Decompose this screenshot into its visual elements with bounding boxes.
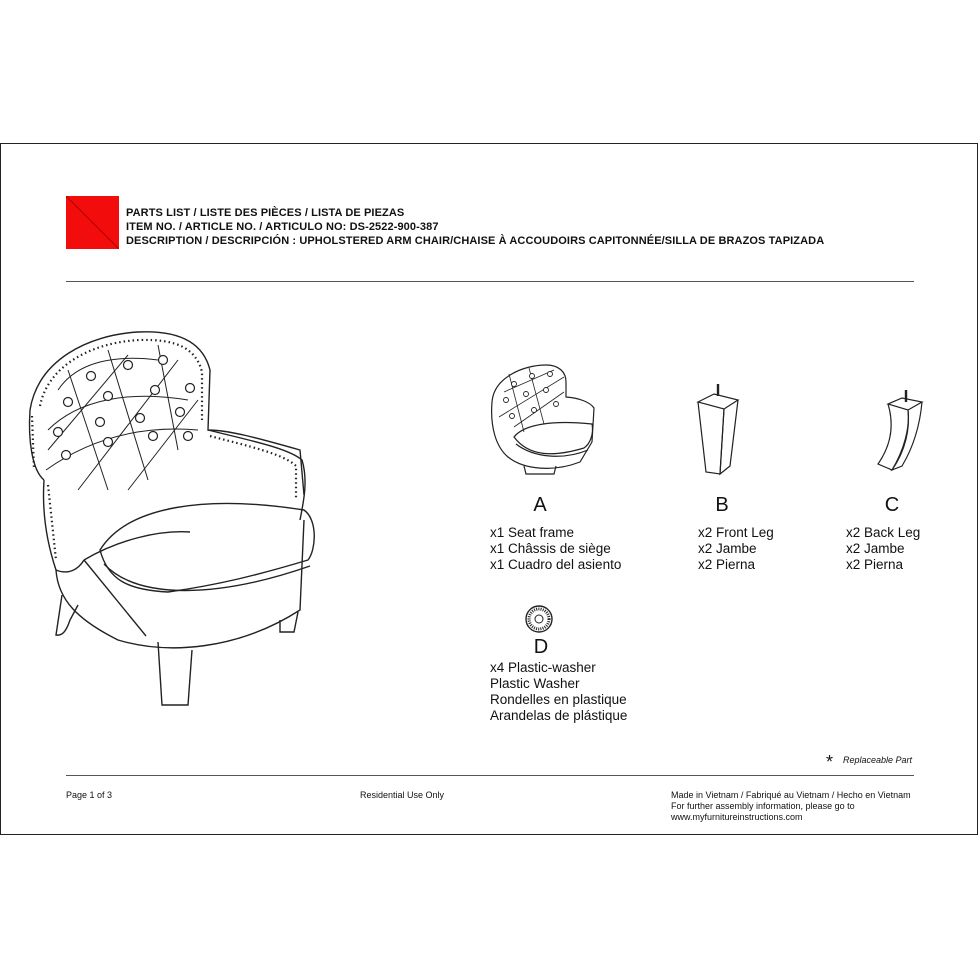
part-b-line-3: x2 Pierna [698, 557, 756, 572]
armchair-illustration [18, 320, 328, 710]
part-d-line-3: Rondelles en plastique [490, 692, 627, 707]
part-a-line-3: x1 Cuadro del asiento [490, 557, 622, 572]
footer-divider [66, 775, 914, 776]
residential-use-note: Residential Use Only [360, 790, 445, 800]
part-c-line-3: x2 Pierna [846, 557, 904, 572]
replaceable-part-icon: * [826, 752, 834, 772]
part-a-line-1: x1 Seat frame [490, 525, 575, 540]
part-a-letter: A [533, 494, 547, 516]
parts-list-title: PARTS LIST / LISTE DES PIÈCES / LISTA DE PIEZAS [126, 207, 405, 219]
part-b-description [698, 525, 774, 573]
part-d-line-1: x4 Plastic-washer [490, 660, 596, 675]
website-link[interactable]: www.myfurnitureinstructions.com [671, 812, 803, 822]
part-b-line-1: x2 Front Leg [698, 525, 774, 540]
description: DESCRIPTION / DESCRIPCIÓN : UPHOLSTERED ARM CHAIR/CHAISE À ACCOUDOIRS CAPITONNÉE/SILLA DE BRAZOS TAPIZADA [126, 235, 825, 247]
part-d-washer-image [524, 604, 554, 634]
part-d-letter: D [533, 636, 549, 658]
part-a-line-2: x1 Châssis de siège [490, 541, 611, 556]
part-c-line-2: x2 Jambe [846, 541, 905, 556]
part-c-description [846, 525, 920, 573]
part-d-line-4: Arandelas de plástique [490, 708, 628, 723]
part-d-description [490, 660, 627, 724]
part-a-description [490, 525, 621, 573]
part-c-letter: C [884, 494, 900, 516]
header-divider [66, 281, 914, 282]
part-b-letter: B [715, 494, 729, 516]
part-a-seat-frame-image [484, 362, 596, 480]
part-c-back-leg-image [872, 388, 928, 476]
part-c-line-1: x2 Back Leg [846, 525, 921, 540]
part-b-front-leg-image [692, 382, 746, 476]
page-number: Page 1 of 3 [66, 790, 113, 800]
brand-logo [66, 196, 119, 249]
item-number: ITEM NO. / ARTICLE NO. / ARTICULO NO: DS-2522-900-387 [126, 221, 439, 233]
part-d-line-2: Plastic Washer [490, 676, 580, 691]
further-info-note: For further assembly information, please go to [671, 801, 855, 811]
replaceable-part-label: Replaceable Part [843, 755, 913, 765]
made-in-note: Made in Vietnam / Fabriqué au Vietnam / Hecho en Vietnam [671, 790, 911, 800]
part-b-line-2: x2 Jambe [698, 541, 757, 556]
